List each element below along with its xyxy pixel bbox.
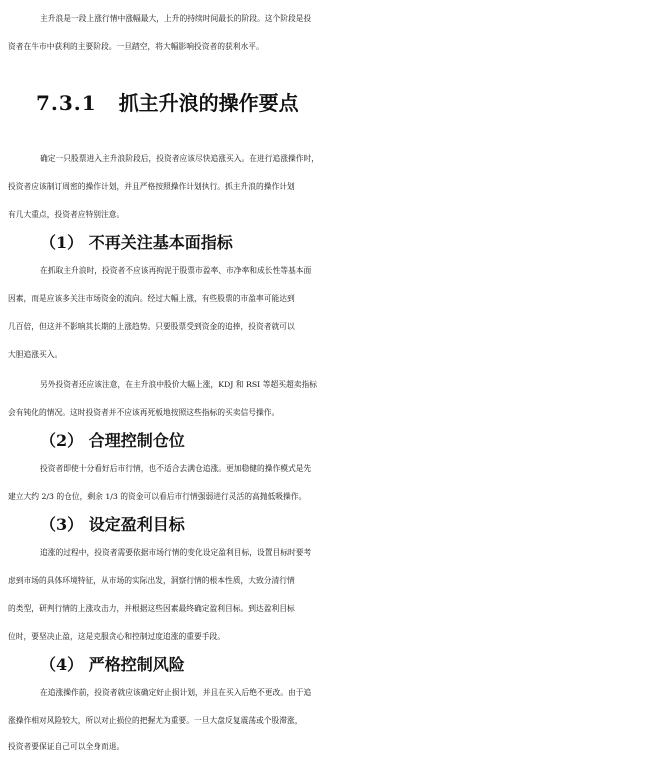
point-3-line-1: 追涨的过程中，投资者需要依据市场行情的变化设定盈利目标，设置目标时要考 — [40, 548, 312, 557]
point-1-line-2: 因素，而是应该多关注市场资金的流向。经过大幅上涨，有些股票的市盈率可能达到 — [8, 294, 295, 303]
point-1-line-6: 会有钝化的情况。这时投资者并不应该再死板地按照这些指标的买卖信号操作。 — [8, 408, 280, 417]
point-heading-3: （3） 设定盈利目标 — [40, 515, 185, 534]
point-1-line-4: 大胆追涨买入。 — [8, 350, 63, 359]
point-2-line-2: 建立大约 2/3 的仓位，剩余 1/3 的资金可以看后市行情强弱进行灵活的高抛低吸操作。 — [8, 492, 307, 501]
overview-line-3: 有几大重点，投资者应特别注意。 — [8, 210, 125, 219]
point-heading-1: （1） 不再关注基本面指标 — [40, 233, 233, 252]
point-3-line-4: 位时，要坚决止盈，这是克服贪心和控制过度追涨的重要手段。 — [8, 632, 226, 641]
overview-line-2: 投资者应该制订周密的操作计划，并且严格按照操作计划执行。抓主升浪的操作计划 — [8, 182, 295, 191]
point-2-line-1: 投资者即使十分看好后市行情，也不适合去满仓追涨。更加稳健的操作模式是先 — [40, 464, 312, 473]
intro-line-2: 资者在牛市中获利的主要阶段。一旦踏空，将大幅影响投资者的获利水平。 — [8, 42, 264, 51]
section-title: 抓主升浪的操作要点 — [118, 91, 299, 115]
section-heading — [36, 88, 299, 118]
point-4-line-3: 投资者要保证自己可以全身而退。 — [8, 742, 125, 751]
point-4-line-1: 在追涨操作前，投资者就应该确定好止损计划，并且在买入后绝不更改。由于追 — [40, 688, 312, 697]
point-1-line-3: 几百倍，但这并不影响其长期的上涨趋势。只要股票受到资金的追捧，投资者就可以 — [8, 322, 295, 331]
point-1-line-5: 另外投资者还应该注意，在主升浪中股价大幅上涨，KDJ 和 RSI 等超买超卖指标 — [40, 380, 317, 389]
point-heading-4: （4） 严格控制风险 — [40, 655, 185, 674]
overview-line-1: 确定一只股票进入主升浪阶段后，投资者应该尽快追涨买入。在进行追涨操作时， — [40, 154, 320, 163]
intro-line-1: 主升浪是一段上涨行情中涨幅最大，上升的持续时间最长的阶段。这个阶段是投 — [40, 14, 312, 23]
section-number: 7.3.1 — [36, 91, 97, 115]
point-3-line-2: 虑到市场的具体环境特征，从市场的实际出发，洞察行情的根本性质，大致分清行情 — [8, 576, 295, 585]
point-1-line-1: 在抓取主升浪时，投资者不应该再拘泥于股票市盈率、市净率和成长性等基本面 — [40, 266, 312, 275]
point-3-line-3: 的类型，研判行情的上涨攻击力，并根据这些因素最终确定盈利目标。到达盈利目标 — [8, 604, 295, 613]
point-heading-2: （2） 合理控制仓位 — [40, 431, 185, 450]
point-4-line-2: 涨操作相对风险较大，所以对止损位的把握尤为重要。一旦大盘反复震荡或个股滞涨， — [8, 716, 303, 725]
